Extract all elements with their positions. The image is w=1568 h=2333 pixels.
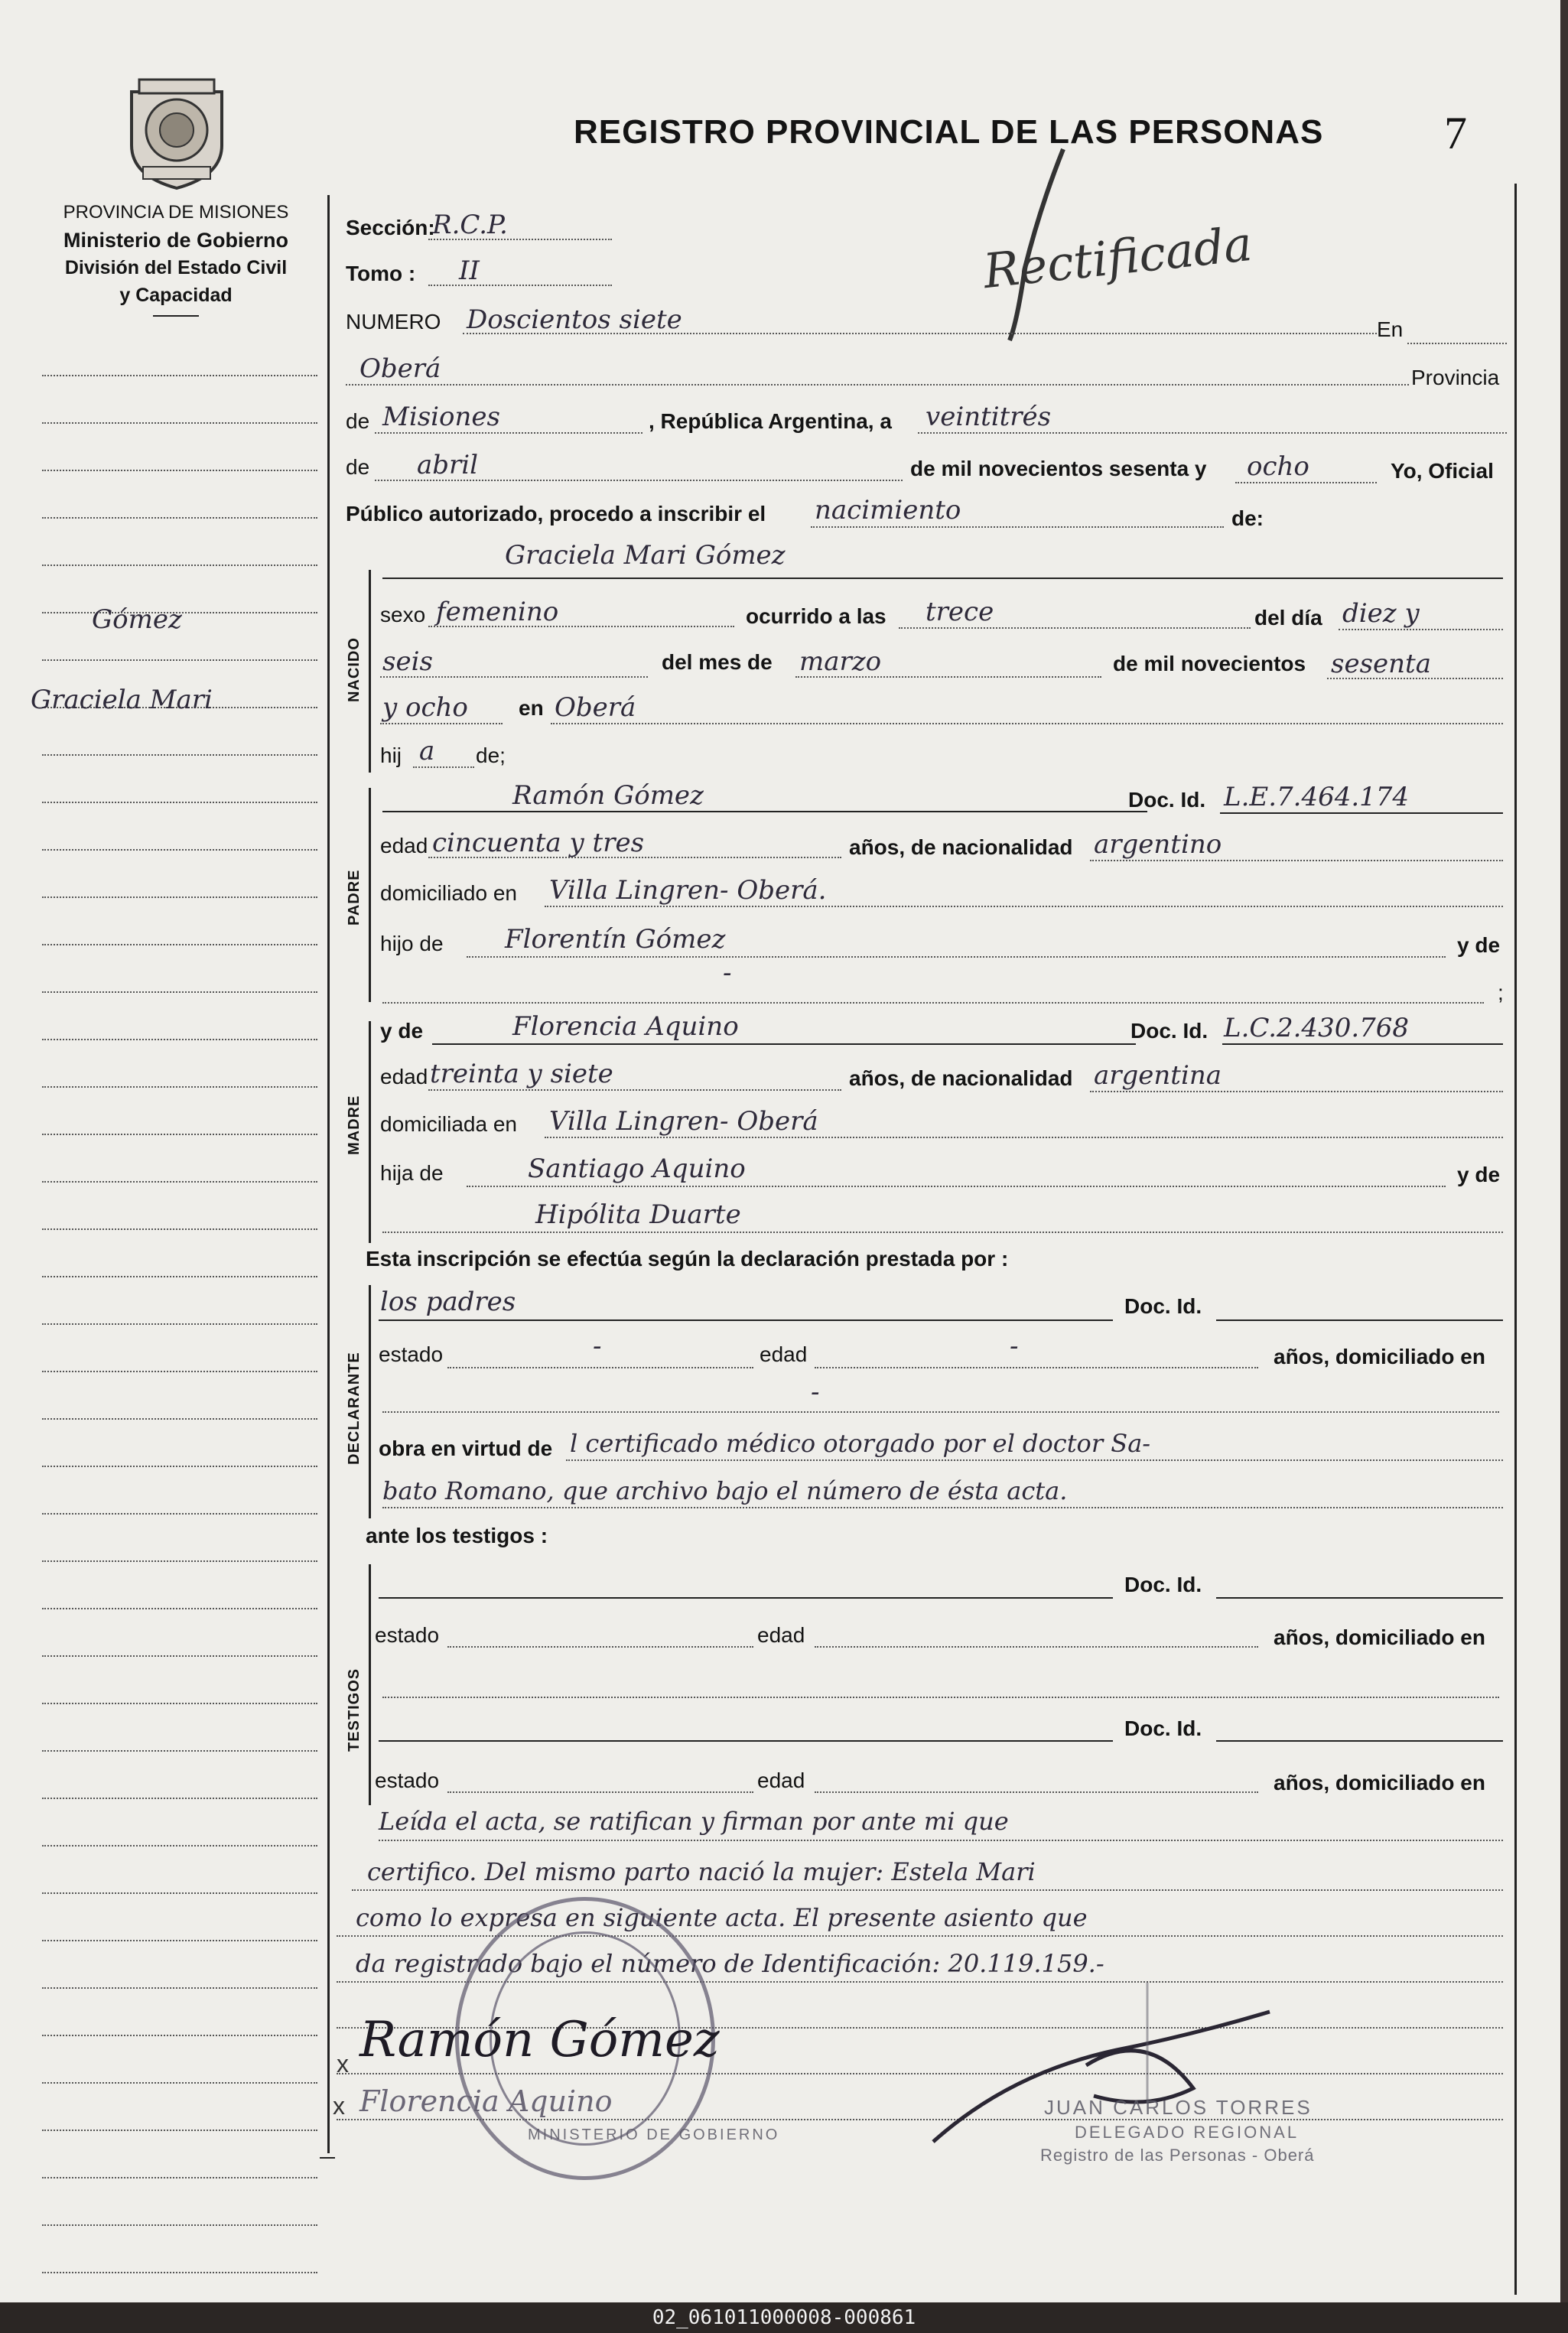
margin-ruled-line bbox=[42, 470, 317, 471]
madre-hija-de-label: hija de bbox=[380, 1161, 444, 1185]
official-name: JUAN CARLOS TORRES bbox=[1044, 2096, 1313, 2119]
declarante-estado-value: - bbox=[593, 1331, 602, 1362]
testigos-intro: ante los testigos : bbox=[366, 1524, 548, 1547]
obra-text-2: bato Romano, que archivo bajo el número de ésta acta. bbox=[382, 1476, 1068, 1505]
closing-text-4: da registrado bajo el número de Identificación: 20.119.159.- bbox=[356, 1949, 1104, 1978]
declarante-edad-label: edad bbox=[760, 1342, 808, 1366]
testigo1-edad-label: edad bbox=[757, 1623, 805, 1647]
madre-doc-line bbox=[1222, 1043, 1503, 1045]
margin-ruled-line bbox=[42, 1181, 317, 1183]
document-title: REGISTRO PROVINCIAL DE LAS PERSONAS bbox=[574, 113, 1324, 151]
madre-name: Florencia Aquino bbox=[512, 1011, 739, 1042]
nacido-side-label: NACIDO bbox=[346, 637, 363, 702]
margin-ruled-line bbox=[42, 2177, 317, 2178]
testigos-side-label: TESTIGOS bbox=[346, 1668, 363, 1752]
margin-ruled-line bbox=[42, 2082, 317, 2084]
signature-cross-2: x bbox=[333, 2092, 345, 2120]
rectificada-overlay: Rectificada bbox=[981, 215, 1255, 300]
padre-edad-label: edad bbox=[380, 834, 428, 857]
madre-nacionalidad-line bbox=[1090, 1091, 1503, 1092]
margin-ruled-line bbox=[42, 1560, 317, 1562]
sexo-label: sexo bbox=[380, 603, 426, 626]
place-value: Oberá bbox=[359, 353, 441, 384]
padre-father-line bbox=[467, 956, 1446, 958]
month-value: abril bbox=[417, 450, 479, 480]
nacido-place-value: Oberá bbox=[555, 692, 636, 723]
padre-doc-value: L.E.7.464.174 bbox=[1224, 782, 1410, 812]
province-line bbox=[375, 432, 642, 434]
declarante-doc-label: Doc. Id. bbox=[1124, 1294, 1202, 1318]
margin-ruled-line bbox=[42, 1418, 317, 1420]
padre-semicolon: ; bbox=[1498, 981, 1504, 1004]
day-a-value: diez y bbox=[1342, 598, 1420, 629]
padre-mother-value: - bbox=[723, 958, 732, 988]
margin-ruled-line bbox=[42, 422, 317, 424]
margin-ruled-line bbox=[42, 1655, 317, 1657]
closing-text-3: como lo expresa en siguiente acta. El presente asiento que bbox=[356, 1903, 1088, 1932]
day-a-line bbox=[1339, 629, 1503, 630]
tomo-value: II bbox=[459, 255, 480, 286]
year-value: ocho bbox=[1247, 451, 1309, 482]
testigo1-domicilio-line bbox=[382, 1697, 1499, 1698]
testigo2-name-line bbox=[379, 1740, 1113, 1742]
madre-y-de-label-2: y de bbox=[1457, 1163, 1501, 1186]
image-id-footer: 02_061011000008-000861 bbox=[0, 2302, 1568, 2333]
closing-text-1: Leída el acta, se ratifican y firman por ante mi que bbox=[379, 1807, 1009, 1836]
margin-ruled-line bbox=[42, 1134, 317, 1135]
office-ministry: Ministerio de Gobierno bbox=[63, 229, 289, 252]
act-type-line bbox=[811, 526, 1224, 528]
provincial-coat-of-arms-icon bbox=[124, 76, 229, 191]
madre-mother-line bbox=[382, 1232, 1503, 1233]
testigo2-doc-line bbox=[1216, 1740, 1503, 1742]
day-line bbox=[918, 432, 1507, 434]
official-office: Registro de las Personas - Oberá bbox=[1040, 2146, 1315, 2165]
hour-line bbox=[899, 627, 1251, 629]
ocurrido-label: ocurrido a las bbox=[746, 604, 886, 628]
margin-ruled-line bbox=[42, 2272, 317, 2273]
margin-ruled-line bbox=[42, 659, 317, 661]
margin-ruled-line bbox=[42, 1276, 317, 1277]
margin-surname: Gómez bbox=[92, 604, 182, 635]
publico-label: Público autorizado, procedo a inscribir el bbox=[346, 502, 766, 525]
padre-domicilio-value: Villa Lingren- Oberá. bbox=[549, 875, 827, 906]
testigo2-edad-label: edad bbox=[757, 1768, 805, 1792]
testigo1-doc-line bbox=[1216, 1597, 1503, 1599]
margin-ruled-line bbox=[42, 1323, 317, 1325]
office-province: PROVINCIA DE MISIONES bbox=[63, 202, 289, 223]
signature-cross-1: x bbox=[337, 2050, 349, 2078]
margin-ruled-line bbox=[42, 1703, 317, 1704]
madre-anos-label: años, de nacionalidad bbox=[849, 1066, 1073, 1090]
closing-line-2 bbox=[352, 1889, 1503, 1891]
padre-side-label: PADRE bbox=[346, 869, 363, 926]
margin-ruled-line bbox=[42, 1892, 317, 1894]
frame-corner bbox=[320, 2157, 335, 2159]
testigo1-doc-label: Doc. Id. bbox=[1124, 1573, 1202, 1596]
declarante-doc-line bbox=[1216, 1319, 1503, 1321]
padre-domicilio-label: domiciliado en bbox=[380, 881, 517, 905]
obra-text-1: l certificado médico otorgado por el doctor Sa- bbox=[570, 1429, 1151, 1458]
frame-right-border bbox=[1514, 184, 1517, 2295]
margin-ruled-line bbox=[42, 1608, 317, 1609]
obra-line-1 bbox=[566, 1459, 1503, 1461]
seal-text: MINISTERIO DE GOBIERNO bbox=[528, 2126, 780, 2143]
hour-value: trece bbox=[926, 597, 994, 627]
madre-nacionalidad-value: argentina bbox=[1094, 1060, 1222, 1091]
margin-ruled-line bbox=[42, 1228, 317, 1230]
padre-y-de-label: y de bbox=[1457, 933, 1501, 957]
margin-ruled-line bbox=[42, 991, 317, 993]
day-value: veintitrés bbox=[926, 402, 1052, 432]
office-division-2: y Capacidad bbox=[119, 285, 233, 306]
obra-label: obra en virtud de bbox=[379, 1437, 553, 1460]
padre-hijo-de-label: hijo de bbox=[380, 932, 444, 955]
mil-label: de mil novecientos sesenta y bbox=[910, 457, 1207, 480]
margin-ruled-line bbox=[42, 1798, 317, 1799]
testigo2-edad-line bbox=[815, 1791, 1258, 1793]
margin-ruled-line bbox=[42, 802, 317, 803]
padre-domicilio-line bbox=[545, 906, 1503, 907]
padre-name-line bbox=[382, 811, 1147, 812]
numero-label: NUMERO bbox=[346, 310, 441, 334]
tomo-label: Tomo : bbox=[346, 262, 416, 285]
madre-doc-value: L.C.2.430.768 bbox=[1224, 1013, 1410, 1043]
testigo1-estado-label: estado bbox=[375, 1623, 440, 1647]
declarante-intro: Esta inscripción se efectúa según la declaración prestada por : bbox=[366, 1247, 1009, 1271]
del-mes-label: del mes de bbox=[662, 650, 773, 674]
declarante-side-label: DECLARANTE bbox=[346, 1352, 363, 1465]
signature-florencia-aquino: Florencia Aquino bbox=[359, 2084, 613, 2118]
madre-doc-label: Doc. Id. bbox=[1130, 1019, 1209, 1043]
declarante-anos-label: años, domiciliado en bbox=[1274, 1345, 1485, 1368]
margin-ruled-line bbox=[42, 1466, 317, 1467]
testigo1-anos-label: años, domiciliado en bbox=[1274, 1625, 1485, 1649]
margin-ruled-line bbox=[42, 1371, 317, 1372]
declarante-name-line bbox=[379, 1319, 1113, 1321]
office-rule bbox=[153, 315, 199, 317]
place-line bbox=[346, 384, 1409, 386]
declarante-estado-label: estado bbox=[379, 1342, 444, 1366]
madre-border bbox=[369, 1021, 371, 1243]
madre-mother-value: Hipólita Duarte bbox=[535, 1199, 741, 1230]
pen-stroke-icon bbox=[994, 145, 1086, 344]
margin-ruled-line bbox=[42, 849, 317, 851]
padre-doc-label: Doc. Id. bbox=[1128, 788, 1206, 812]
margin-ruled-line bbox=[42, 1513, 317, 1515]
office-division: División del Estado Civil bbox=[64, 257, 288, 278]
declarante-domicilio-value: - bbox=[811, 1377, 820, 1407]
declarante-domicilio-line bbox=[382, 1411, 1499, 1413]
hij-de-label: de; bbox=[476, 744, 506, 767]
margin-ruled-line bbox=[42, 2035, 317, 2036]
madre-name-line bbox=[432, 1043, 1136, 1045]
nacido-name-line bbox=[382, 578, 1503, 579]
madre-domicilio-value: Villa Lingren- Oberá bbox=[549, 1106, 818, 1137]
hij-line bbox=[413, 766, 474, 768]
numero-value: Doscientos siete bbox=[467, 304, 682, 335]
testigo1-edad-line bbox=[815, 1646, 1258, 1648]
testigo2-estado-label: estado bbox=[375, 1768, 440, 1792]
margin-ruled-line bbox=[42, 517, 317, 519]
padre-anos-label: años, de nacionalidad bbox=[849, 835, 1073, 859]
signature-ramon-gomez: Ramón Gómez bbox=[359, 2012, 720, 2068]
padre-name: Ramón Gómez bbox=[512, 780, 704, 811]
madre-edad-value: treinta y siete bbox=[430, 1059, 613, 1089]
padre-nacionalidad-line bbox=[1090, 860, 1503, 861]
madre-father-line bbox=[467, 1186, 1446, 1187]
madre-y-de-label: y de bbox=[380, 1019, 424, 1043]
margin-ruled-line bbox=[42, 1940, 317, 1941]
margin-ruled-line bbox=[42, 754, 317, 756]
declarante-name: los padres bbox=[380, 1287, 516, 1317]
testigo1-name-line bbox=[379, 1597, 1113, 1599]
hij-suffix: a bbox=[419, 736, 435, 766]
padre-edad-value: cincuenta y tres bbox=[432, 828, 645, 858]
madre-father-value: Santiago Aquino bbox=[528, 1153, 746, 1184]
margin-ruled-line bbox=[42, 375, 317, 376]
declarante-estado-line bbox=[447, 1367, 753, 1368]
margin-ruled-line bbox=[42, 896, 317, 898]
republica-label: , República Argentina, a bbox=[649, 409, 892, 433]
margin-ruled-line bbox=[42, 1845, 317, 1847]
madre-domicilio-label: domiciliada en bbox=[380, 1112, 517, 1136]
del-dia-label: del día bbox=[1254, 606, 1322, 630]
padre-border bbox=[369, 788, 371, 1002]
seccion-label: Sección: bbox=[346, 216, 435, 239]
padre-mother-line bbox=[382, 1002, 1484, 1004]
madre-domicilio-line bbox=[545, 1137, 1503, 1138]
province-value: Misiones bbox=[382, 402, 500, 432]
act-type-value: nacimiento bbox=[815, 495, 961, 525]
en-label: En bbox=[1377, 317, 1404, 341]
day-b-value: seis bbox=[382, 646, 433, 677]
hij-label: hij bbox=[380, 744, 402, 767]
nacido-place-line bbox=[551, 723, 1503, 724]
year-a-value: sesenta bbox=[1331, 649, 1431, 679]
official-title: DELEGADO REGIONAL bbox=[1075, 2123, 1300, 2142]
sexo-value: femenino bbox=[436, 597, 559, 627]
testigo2-estado-line bbox=[447, 1791, 753, 1793]
madre-side-label: MADRE bbox=[346, 1095, 363, 1155]
margin-ruled-line bbox=[42, 565, 317, 566]
margin-ruled-line bbox=[42, 944, 317, 945]
closing-text-2: certifico. Del mismo parto nació la mujer: Estela Mari bbox=[367, 1857, 1036, 1886]
testigos-border bbox=[369, 1564, 371, 1805]
padre-doc-line bbox=[1220, 812, 1503, 814]
madre-edad-line bbox=[428, 1089, 841, 1091]
testigo1-estado-line bbox=[447, 1646, 753, 1648]
margin-ruled-line bbox=[42, 1750, 317, 1752]
margin-ruled-line bbox=[42, 2130, 317, 2131]
provincia-label: Provincia bbox=[1411, 366, 1500, 389]
margin-given-names: Graciela Mari bbox=[31, 685, 213, 715]
closing-line-1 bbox=[379, 1840, 1503, 1841]
declarante-edad-line bbox=[815, 1367, 1258, 1368]
yo-label: Yo, Oficial bbox=[1391, 459, 1494, 483]
margin-ruled-line bbox=[42, 1987, 317, 1989]
testigo2-doc-label: Doc. Id. bbox=[1124, 1716, 1202, 1740]
padre-father-value: Florentín Gómez bbox=[505, 924, 726, 955]
seccion-value: R.C.P. bbox=[432, 210, 508, 240]
frame-left-border bbox=[327, 195, 330, 2153]
year-b-line bbox=[380, 723, 503, 724]
year-line bbox=[1235, 482, 1377, 483]
nacido-en-label: en bbox=[519, 696, 544, 720]
en-line bbox=[1407, 343, 1507, 344]
margin-ruled-line bbox=[42, 1086, 317, 1088]
de-colon-label: de: bbox=[1231, 506, 1264, 530]
year-b-value: y ocho bbox=[382, 692, 468, 723]
page-number: 7 bbox=[1444, 108, 1467, 158]
tomo-line bbox=[428, 285, 612, 286]
nacido-border bbox=[369, 570, 371, 773]
madre-edad-label: edad bbox=[380, 1065, 428, 1088]
declarante-edad-value: - bbox=[1010, 1331, 1019, 1362]
declarante-border bbox=[369, 1285, 371, 1518]
obra-line-2 bbox=[382, 1507, 1503, 1508]
testigo2-anos-label: años, domiciliado en bbox=[1274, 1771, 1485, 1794]
margin-ruled-line bbox=[42, 2224, 317, 2226]
issuing-office bbox=[31, 199, 321, 317]
nacido-name: Graciela Mari Gómez bbox=[505, 540, 786, 571]
month-de-label: de bbox=[346, 455, 370, 479]
padre-nacionalidad-value: argentino bbox=[1094, 829, 1222, 860]
margin-ruled-line bbox=[42, 1039, 317, 1040]
nacido-month-value: marzo bbox=[799, 646, 882, 677]
nacido-mil-label: de mil novecientos bbox=[1113, 652, 1306, 675]
province-de-label: de bbox=[346, 409, 370, 433]
